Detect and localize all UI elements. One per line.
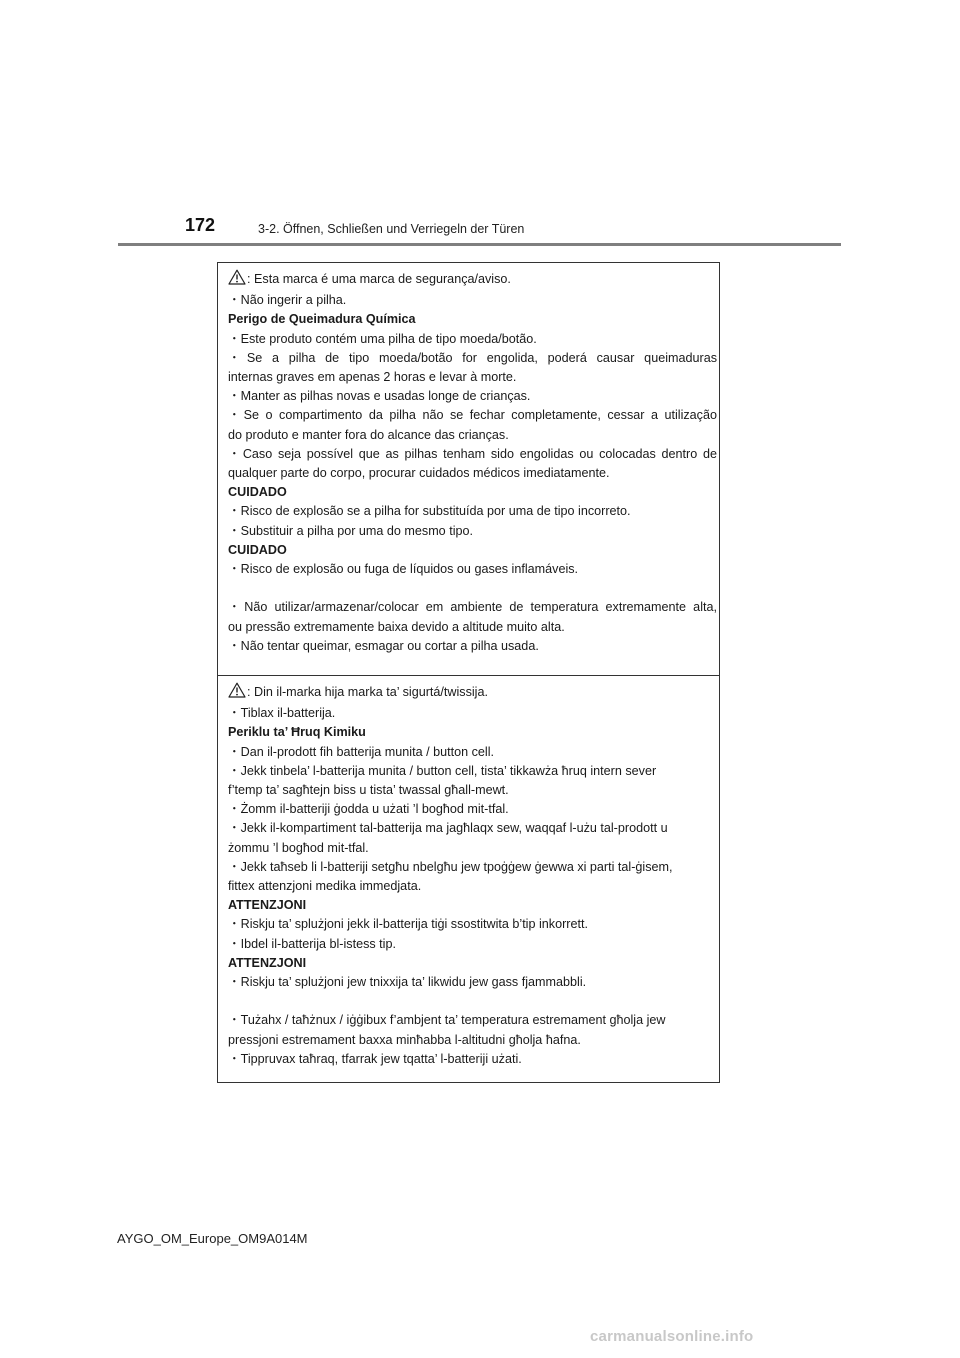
portuguese-contains: ・Este produto contém uma pilha de tipo moeda/botão. — [228, 331, 537, 346]
maltese-medical-1: ・Jekk taħseb li l-batteriji setgħu nbelgħu jew tpoġġew ġewwa xi parti tal-ġisem, — [228, 859, 673, 874]
portuguese-temperature-2: ou pressão extremamente baixa devido a altitude muito alta. — [228, 619, 565, 634]
portuguese-warning-panel — [218, 263, 719, 675]
spacer — [228, 579, 717, 598]
maltese-contains: ・Dan il-prodott fih batterija munita / button cell. — [228, 744, 494, 759]
portuguese-intro: : Esta marca é uma marca de segurança/aviso. — [247, 272, 511, 286]
maltese-warning-panel — [218, 676, 719, 1069]
maltese-caution-heading-2: ATTENZJONI — [228, 955, 307, 970]
maltese-explosion-replace: ・Riskju ta’ splużjoni jekk il-batterija tiġi ssostitwita b’tip inkorrett. — [228, 917, 588, 932]
maltese-if-swallowed-2: f’temp ta’ sagħtejn biss u tista’ twassal għall-mewt. — [228, 783, 509, 798]
maltese-medical-2: fittex attenzjoni medika immedjata. — [228, 879, 422, 894]
maltese-caution-heading-1: ATTENZJONI — [228, 898, 307, 913]
warning-triangle-icon — [228, 682, 246, 704]
manual-code: AYGO_OM_Europe_OM9A014M — [117, 1231, 308, 1246]
watermark: carmanualsonline.info — [590, 1328, 754, 1345]
portuguese-caution-heading-2: CUIDADO — [228, 542, 287, 557]
maltese-heading: Periklu ta’ Ħruq Kimiku — [228, 725, 366, 740]
portuguese-same-type: ・Substituir a pilha por uma do mesmo tipo. — [228, 523, 473, 538]
portuguese-compartment-1: ・Se o compartimento da pilha não se fechar completamente, cessar a utilização — [228, 408, 717, 423]
maltese-temperature-2: pressjoni estremament baxxa minħabba l-altitudni għolja ħafna. — [228, 1032, 581, 1047]
portuguese-medical-2: qualquer parte do corpo, procurar cuidados médicos imediatamente. — [228, 466, 610, 481]
maltese-explosion-leak: ・Riskju ta’ splużjoni jew tnixxija ta’ likwidu jew gass fjammabbli. — [228, 975, 587, 990]
section-title: 3-2. Öffnen, Schließen und Verriegeln der Türen — [258, 222, 525, 236]
page-number: 172 — [185, 215, 216, 235]
portuguese-compartment-2: do produto e manter fora do alcance das crianças. — [228, 427, 509, 442]
maltese-burn: ・Tippruvax taħraq, tfarrak jew tqatta’ l-batteriji użati. — [228, 1051, 522, 1066]
portuguese-temperature-1: ・Não utilizar/armazenar/colocar em ambiente de temperatura extremamente alta, — [228, 600, 717, 615]
portuguese-caution-heading-1: CUIDADO — [228, 485, 287, 500]
maltese-if-swallowed-1: ・Jekk tinbela’ l-batterija munita / button cell, tista’ tikkawża ħruq intern sever — [228, 763, 657, 778]
portuguese-medical-1: ・Caso seja possível que as pilhas tenham sido engolidas ou colocadas dentro de — [228, 446, 717, 461]
maltese-compartment-1: ・Jekk il-kompartiment tal-batterija ma jagħlaqx sew, waqqaf l-użu tal-prodott u — [228, 821, 668, 836]
portuguese-if-swallowed-1: ・Se a pilha de tipo moeda/botão for engolida, poderá causar queimaduras — [228, 350, 717, 365]
maltese-intro: : Din il-marka hija marka ta’ sigurtá/twissija. — [247, 685, 488, 699]
portuguese-explosion-replace: ・Risco de explosão se a pilha for substituída por uma de tipo incorreto. — [228, 504, 631, 519]
portuguese-heading: Perigo de Queimadura Química — [228, 312, 416, 327]
portuguese-if-swallowed-2: internas graves em apenas 2 horas e levar à morte. — [228, 370, 517, 385]
maltese-compartment-2: żommu ’l bogħod mit-tfal. — [228, 840, 369, 855]
maltese-keep-away: ・Żomm il-batteriji ġodda u użati ’l bogħod mit-tfal. — [228, 802, 509, 817]
maltese-intro-line — [228, 682, 717, 704]
portuguese-swallow: ・Não ingerir a pilha. — [228, 293, 347, 308]
maltese-swallow: ・Tiblax il-batterija. — [228, 706, 336, 721]
portuguese-intro-line — [228, 269, 717, 291]
portuguese-keep-away: ・Manter as pilhas novas e usadas longe de crianças. — [228, 389, 531, 404]
spacer — [228, 992, 717, 1011]
maltese-temperature-1: ・Tużahx / taħżnux / iġġibux f’ambjent ta’ temperatura estremament għolja jew — [228, 1013, 666, 1028]
battery-warning-box — [217, 262, 720, 1083]
portuguese-burn: ・Não tentar queimar, esmagar ou cortar a pilha usada. — [228, 638, 539, 653]
header-rule — [118, 243, 841, 246]
maltese-same-type: ・Ibdel il-batterija bl-istess tip. — [228, 936, 396, 951]
warning-triangle-icon — [228, 269, 246, 291]
portuguese-explosion-leak: ・Risco de explosão ou fuga de líquidos ou gases inflamáveis. — [228, 562, 579, 577]
